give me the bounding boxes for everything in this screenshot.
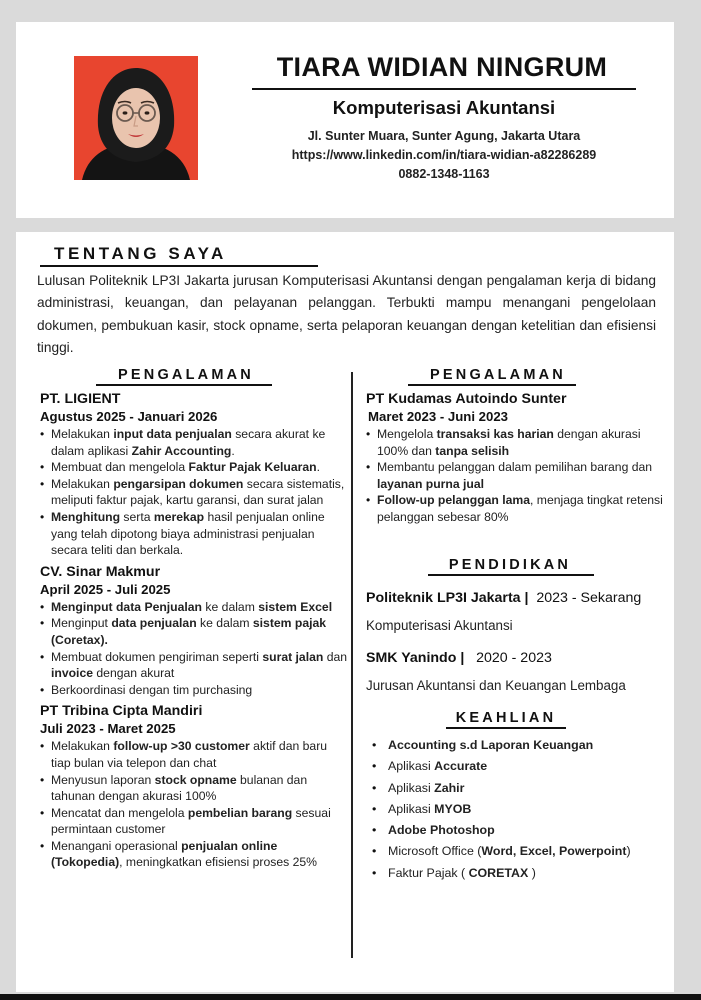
text: hasil penjualan online yang telah dipotong biaya administrasi penjualan secara teliti dan berkala. (51, 509, 325, 558)
bold-text: input data penjualan (113, 427, 232, 441)
skill-item (366, 756, 666, 777)
text: Aplikasi (388, 780, 435, 795)
text: . (316, 460, 320, 475)
school-years: 2020 - 2023 (468, 650, 552, 666)
contact-linkedin[interactable]: https://www.linkedin.com/in/tiara-widian-a82286289 (291, 148, 597, 162)
experience-heading-left-underline (96, 384, 272, 386)
bullet-item (366, 459, 666, 492)
education-heading-underline (428, 574, 594, 576)
candidate-title: Komputerisasi Akuntansi (332, 97, 556, 118)
skill-item (366, 778, 666, 799)
bold-text: sistem pajak (Coretax). (51, 616, 327, 647)
work-period: Maret 2023 - Juni 2023 (368, 409, 509, 424)
text: Mengelola (377, 427, 437, 441)
work-period: Agustus 2025 - Januari 2026 (40, 409, 218, 424)
text: aktif dan baru tiap bulan via telepon dan chat (51, 739, 328, 770)
text: bulanan dan tahunan dengan akurasi 100% (51, 772, 308, 804)
bold-text: MYOB (434, 801, 472, 816)
main-card (16, 232, 674, 992)
bold-text: Menginput data (51, 599, 145, 614)
bold-text: pengarsipan dokumen (113, 476, 244, 491)
text: ke dalam (202, 599, 259, 614)
about-text: Lulusan Politeknik LP3I Jakarta jurusan Komputerisasi Akuntansi dengan pengalaman kerja di bidang administrasi, keuangan, dan pelayanan pelanggan. Terbukti mampu menangani pengelolaan dokumen, pembukuan kasir, stock opname, serta pelaporan keuangan dengan ketelitian dan efisiensi tinggi. (37, 273, 656, 355)
right-column (366, 390, 666, 880)
text: Menyusun laporan (51, 772, 155, 787)
text: Membantu pelanggan dalam pemilihan barang dan (377, 460, 653, 475)
text: Membuat dan mengelola (51, 460, 189, 475)
company-name: PT Kudamas Autoindo Sunter (366, 391, 567, 407)
bold-text: Menghitung (51, 509, 121, 524)
text: Mencatat dan mengelola (51, 805, 188, 820)
experience-item (40, 390, 350, 559)
contact-phone: 0882-1348-1163 (398, 167, 490, 181)
bullet-item (366, 426, 666, 459)
bold-text: invoice (51, 666, 93, 681)
school-name: SMK Yanindo (366, 650, 457, 666)
bold-text: Penjualan (144, 599, 203, 614)
text: Microsoft Office ( (388, 844, 482, 859)
school-line (366, 588, 666, 608)
school-major: Komputerisasi Akuntansi (366, 618, 513, 633)
separator: | (456, 650, 469, 666)
text: Menangani operasional (51, 838, 182, 853)
experience-heading-left: PENGALAMAN (118, 367, 254, 383)
bold-text: sistem Excel (258, 599, 333, 614)
bold-text: Adobe Photoshop (388, 823, 495, 838)
skills-list (366, 735, 666, 884)
bullet-item (40, 599, 350, 616)
text: Melakukan (51, 739, 114, 754)
text: dengan akurasi 100% dan (377, 427, 641, 458)
text: serta (120, 509, 154, 524)
education-item (366, 648, 666, 696)
about-heading-underline (40, 265, 318, 267)
school-line (366, 648, 666, 668)
bold-text: follow-up >30 customer (113, 739, 250, 754)
bullet-item (40, 649, 350, 682)
bullet-item (40, 682, 350, 699)
text: Membuat dokumen pengiriman seperti (51, 649, 263, 664)
company-name: PT. LIGIENT (40, 391, 121, 407)
bold-text: CORETAX (468, 865, 529, 880)
bold-text: penjualan online (Tokopedia) (51, 838, 278, 870)
bullet-item (40, 426, 350, 459)
skill-item (366, 735, 666, 756)
text: Menginput (51, 616, 112, 631)
work-period: April 2025 - Juli 2025 (40, 581, 171, 597)
contact-address: Jl. Sunter Muara, Sunter Agung, Jakarta Utara (307, 129, 581, 143)
skills-heading: KEAHLIAN (455, 710, 557, 726)
bold-text: merekap (153, 509, 205, 524)
experience-bullets (40, 738, 350, 871)
bullet-item (40, 772, 350, 805)
text: sesuai permintaan customer (51, 805, 331, 837)
bold-text: Zahir Accounting (131, 443, 232, 458)
text: ) (528, 865, 536, 880)
bullet-item (40, 615, 350, 648)
bottom-edge (0, 994, 701, 1000)
experience-heading-right-underline (408, 384, 576, 386)
bullet-item (40, 476, 350, 509)
bullet-item (40, 838, 350, 871)
bullet-item (40, 805, 350, 838)
experience-bullets (40, 599, 350, 699)
profile-photo (74, 56, 198, 180)
bold-text: Faktur Pajak Keluaran (188, 460, 317, 475)
text: ) (626, 844, 631, 859)
text: Aplikasi (388, 759, 435, 774)
bullet-item (366, 492, 666, 525)
text: , meningkatkan efisiensi proses 25% (119, 855, 317, 870)
text: dan (323, 649, 348, 664)
skill-item (366, 799, 666, 820)
bold-text: Accounting s.d Laporan Keuangan (388, 738, 594, 752)
school-major: Jurusan Akuntansi dan Keuangan Lembaga (366, 678, 626, 693)
text: ke dalam (196, 616, 253, 631)
text: . (231, 443, 235, 458)
school-name: Politeknik LP3I Jakarta (366, 590, 521, 606)
experience-heading-right: PENGALAMAN (430, 367, 566, 383)
bold-text: Zahir (434, 780, 465, 795)
experience-item (40, 563, 350, 699)
bold-text: Follow-up pelanggan lama (377, 493, 531, 508)
experience-item (40, 702, 350, 871)
company-name: CV. Sinar Makmur (40, 563, 161, 580)
text: , menjaga tingkat retensi pelanggan sebesar 80% (377, 493, 663, 524)
text: Aplikasi (388, 801, 435, 816)
bold-text: layanan purna jual (377, 476, 485, 491)
bold-text: surat jalan (262, 649, 324, 664)
bullet-item (40, 509, 350, 559)
text: Melakukan (51, 476, 114, 491)
text: secara sistematis, meliputi faktur pajak, kartu garansi, dan surat jalan (51, 476, 345, 508)
candidate-name: TIARA WIDIAN NINGRUM (276, 52, 608, 82)
text: Berkoordinasi dengan tim purchasing (51, 682, 253, 697)
experience-item (366, 390, 666, 526)
bold-text: pembelian barang (187, 805, 293, 820)
text: dengan akurat (93, 666, 175, 681)
text: Faktur Pajak ( (388, 865, 469, 880)
bold-text: transaksi kas harian (436, 427, 554, 441)
bullet-item (40, 738, 350, 771)
education-item (366, 588, 666, 636)
skill-item (366, 820, 666, 841)
experience-bullets (366, 426, 666, 526)
column-divider (351, 372, 353, 958)
skill-item (366, 841, 666, 862)
header-card (16, 22, 674, 218)
about-heading: TENTANG SAYA (54, 244, 227, 263)
text: Melakukan (51, 427, 114, 441)
bold-text: Word, Excel, Powerpoint (481, 844, 627, 859)
education-list (366, 588, 666, 696)
bold-text: stock opname (154, 772, 237, 787)
separator: | (520, 590, 533, 606)
profile-photo-image (74, 56, 198, 180)
text: secara akurat ke dalam aplikasi (51, 427, 326, 458)
school-years: 2023 - Sekarang (532, 590, 642, 606)
bold-text: Accurate (434, 759, 488, 774)
skills-heading-underline (446, 727, 566, 729)
experience-bullets (40, 426, 350, 559)
education-heading: PENDIDIKAN (448, 557, 572, 573)
bullet-item (40, 459, 350, 476)
name-underline (252, 88, 636, 90)
work-period: Juli 2023 - Maret 2025 (40, 721, 176, 737)
bold-text: data penjualan (111, 616, 197, 631)
bold-text: tanpa selisih (435, 443, 510, 458)
experience-list-left (40, 390, 350, 875)
skill-item (366, 863, 666, 884)
company-name: PT Tribina Cipta Mandiri (40, 703, 203, 720)
